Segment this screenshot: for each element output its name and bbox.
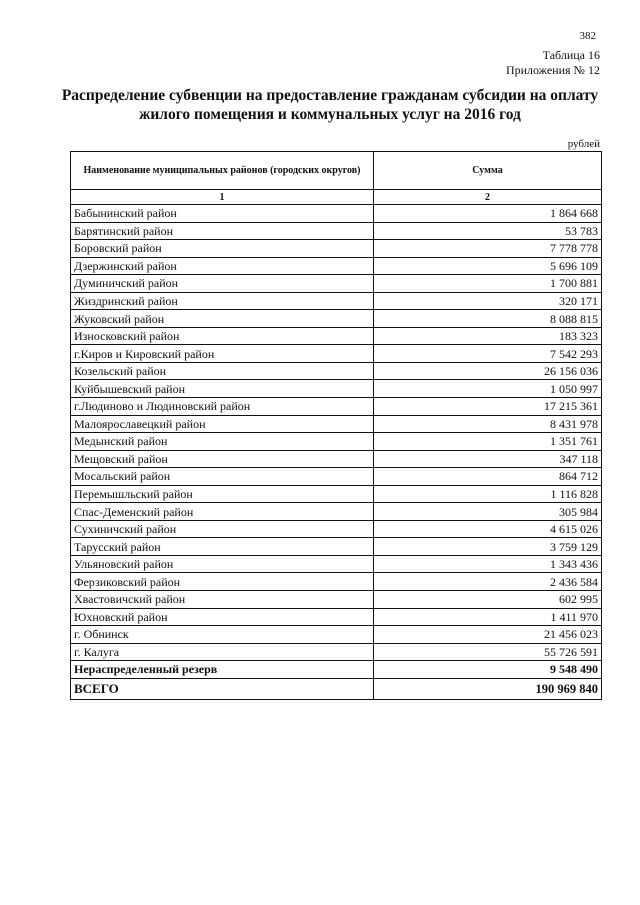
reserve-row [71,661,602,679]
district-amount: 320 171 [374,292,602,310]
district-amount: 864 712 [374,468,602,486]
district-amount: 602 995 [374,591,602,609]
table-row [71,608,602,626]
district-name: Спас-Деменский район [71,503,374,521]
district-name: Козельский район [71,362,374,380]
page-number: 382 [579,30,596,42]
table-row [71,345,602,363]
district-name: Медынский район [71,433,374,451]
table-row [71,398,602,416]
district-amount: 3 759 129 [374,538,602,556]
table-row [71,205,602,223]
district-name: Жуковский район [71,310,374,328]
district-name: Юхновский район [71,608,374,626]
district-amount: 347 118 [374,450,602,468]
table-row [71,415,602,433]
table-row [71,573,602,591]
district-amount: 17 215 361 [374,398,602,416]
table-row [71,362,602,380]
district-name: Куйбышевский район [71,380,374,398]
district-amount: 8 431 978 [374,415,602,433]
district-amount: 1 864 668 [374,205,602,223]
district-name: г. Обнинск [71,626,374,644]
district-name: Бабынинский район [71,205,374,223]
district-name: Тарусский район [71,538,374,556]
district-amount: 1 343 436 [374,555,602,573]
district-amount: 2 436 584 [374,573,602,591]
district-name: Ферзиковский район [71,573,374,591]
column-header-amount: Сумма [374,152,602,190]
table-row [71,310,602,328]
district-name: Сухиничский район [71,520,374,538]
total-amount: 190 969 840 [374,678,602,699]
district-amount: 7 542 293 [374,345,602,363]
district-amount: 1 050 997 [374,380,602,398]
reserve-label: Нераспределенный резерв [71,661,374,679]
district-name: Мосальский район [71,468,374,486]
district-name: г. Калуга [71,643,374,661]
table-row [71,643,602,661]
column-number-1: 1 [71,190,374,205]
district-amount: 1 116 828 [374,485,602,503]
district-name: Мещовский район [71,450,374,468]
table-row [71,240,602,258]
subsidy-table [70,151,602,700]
reserve-amount: 9 548 490 [374,661,602,679]
district-name: Перемышльский район [71,485,374,503]
table-row [71,450,602,468]
district-name: г.Людиново и Людиновский район [71,398,374,416]
district-amount: 55 726 591 [374,643,602,661]
district-amount: 5 696 109 [374,257,602,275]
district-name: Малоярославецкий район [71,415,374,433]
table-reference: Таблица 16 [542,48,600,62]
district-name: Жиздринский район [71,292,374,310]
district-amount: 183 323 [374,327,602,345]
table-row [71,380,602,398]
total-label: ВСЕГО [71,678,374,699]
table-row [71,503,602,521]
district-amount: 26 156 036 [374,362,602,380]
district-name: Дзержинский район [71,257,374,275]
table-row [71,292,602,310]
table-row [71,327,602,345]
district-name: Барятинский район [71,222,374,240]
column-number-2: 2 [374,190,602,205]
district-name: Износковский район [71,327,374,345]
table-row [71,485,602,503]
column-header-name: Наименование муниципальных районов (городских округов) [71,152,374,190]
table-row [71,626,602,644]
district-amount: 4 615 026 [374,520,602,538]
district-amount: 21 456 023 [374,626,602,644]
district-name: Думиничский район [71,275,374,293]
document-title: Распределение субвенции на предоставление гражданам субсидии на оплату жилого помещения и коммунальных услуг на 2016 год [61,87,599,123]
district-amount: 1 351 761 [374,433,602,451]
district-name: Хвастовичский район [71,591,374,609]
table-row [71,555,602,573]
table-row [71,222,602,240]
table-row [71,538,602,556]
district-name: г.Киров и Кировский район [71,345,374,363]
total-row [71,678,602,699]
district-amount: 7 778 778 [374,240,602,258]
district-name: Боровский район [71,240,374,258]
table-row [71,433,602,451]
appendix-reference: Приложения № 12 [505,63,600,77]
district-amount: 53 783 [374,222,602,240]
units-label: рублей [567,138,600,150]
table-row [71,275,602,293]
district-amount: 8 088 815 [374,310,602,328]
table-row [71,468,602,486]
district-amount: 305 984 [374,503,602,521]
district-name: Ульяновский район [71,555,374,573]
table-row [71,257,602,275]
district-amount: 1 700 881 [374,275,602,293]
district-amount: 1 411 970 [374,608,602,626]
table-row [71,591,602,609]
table-row [71,520,602,538]
